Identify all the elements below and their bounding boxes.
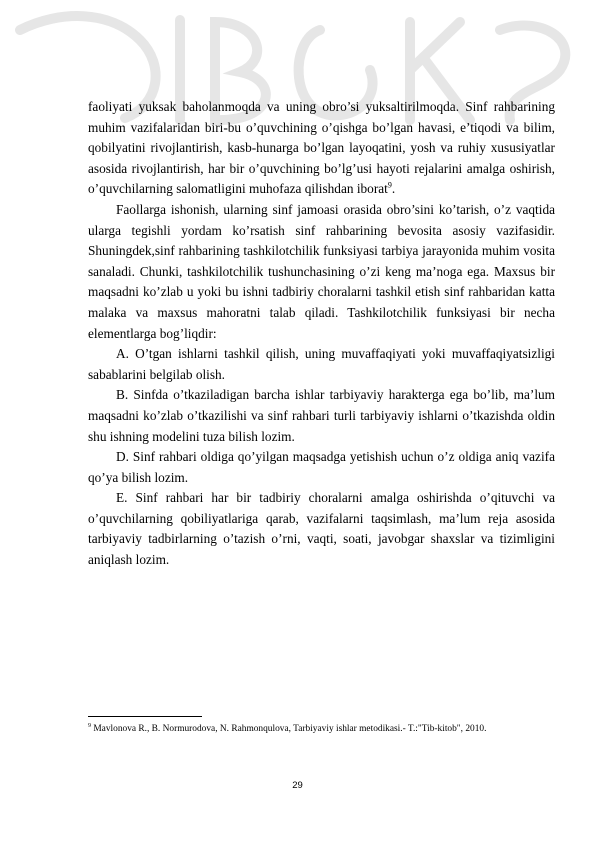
paragraph-1: faoliyati yuksak baholanmoqda va uning obro’si yuksaltirilmoqda. Sinf rahbarining muhim vazifalaridan biri-bu o’quvchining o’qishga bo’lgan havasi, e’tiqodi va bilim, qobilyatini rivojlantirish, kasb-hunarga bo’lgan layoqatini, yosh va ruhiy xususiyatlar asosida rivojlantirish, har bir o’quvchining bo’lg’usi hayoti rejalarini amalga oshirish, o’quvchilarning salomatligini muhofaza qilishdan iborat$^9$. [88, 99, 555, 197]
paragraph-item-d: D. Sinf rahbari oldiga qo’yilgan maqsadga yetishish uchun o’z oldiga aniq vazifa qo’ya bilish lozim. [88, 449, 555, 485]
page-number: 29 [292, 780, 303, 791]
footnote-separator [88, 716, 202, 717]
footnote-marker: 9 [88, 722, 91, 729]
footnote [88, 723, 558, 737]
paragraph-item-b: B. Sinfda o’tkaziladigan barcha ishlar tarbiyaviy harakterga ega bo’lib, ma’lum maqsadni ko’zlab o’tkazilishi va sinf rahbari turli tarbiyaviy ishlarni o’tkazishda oldin shu ishning modelini tuza bilish lozim. [88, 387, 555, 444]
paragraph-item-e: E. Sinf rahbari har bir tadbiriy choralarni amalga oshirishda o’qituvchi va o’quvchilarning qobiliyatlariga qarab, vazifalarni taqsimlash, ma’lum reja asosida tarbiyaviy tadbirlarning o’tazish o’rni, vaqti, soati, javobgar shaxslar va tizimligini aniqlash lozim. [88, 490, 555, 568]
page-body [88, 97, 555, 571]
paragraph-2: Faollarga ishonish, ularning sinf jamoasi orasida obro’sini ko’tarish, o’z vaqtida ularga tegishli yordam ko’rsatish sinf rahbarining bevosita asosiy vazifasidir. Shuningdek,sinf rahbarining tashkilotchilik funksiyasi tarbiya jarayonida muhim vosita sanaladi. Chunki, tashkilotchilik tushunchasining o’zi keng ma’noga ega. Maxsus bir maqsadni ko’zlab u yoki bu ishni tadbiriy choralarni tashkil etish sinf rahbaridan katta malaka va maxsus mahoratni talab qiladi. Tashkilotchilik funksiyasi bir necha elementlarga bog’liqdir: [88, 201, 555, 341]
footnote-text: Mavlonova R., B. Normurodova, N. Rahmonqulova, Tarbiyaviy ishlar metodikasi.- T.:"Tib-kitob", 2010. [91, 724, 487, 734]
paragraph-item-a: A. O’tgan ishlarni tashkil qilish, uning muvaffaqiyati yoki muvaffaqiyatsizligi sabablarini belgilab olish. [88, 346, 555, 382]
footnote-reference[interactable]: 9 [387, 180, 392, 190]
